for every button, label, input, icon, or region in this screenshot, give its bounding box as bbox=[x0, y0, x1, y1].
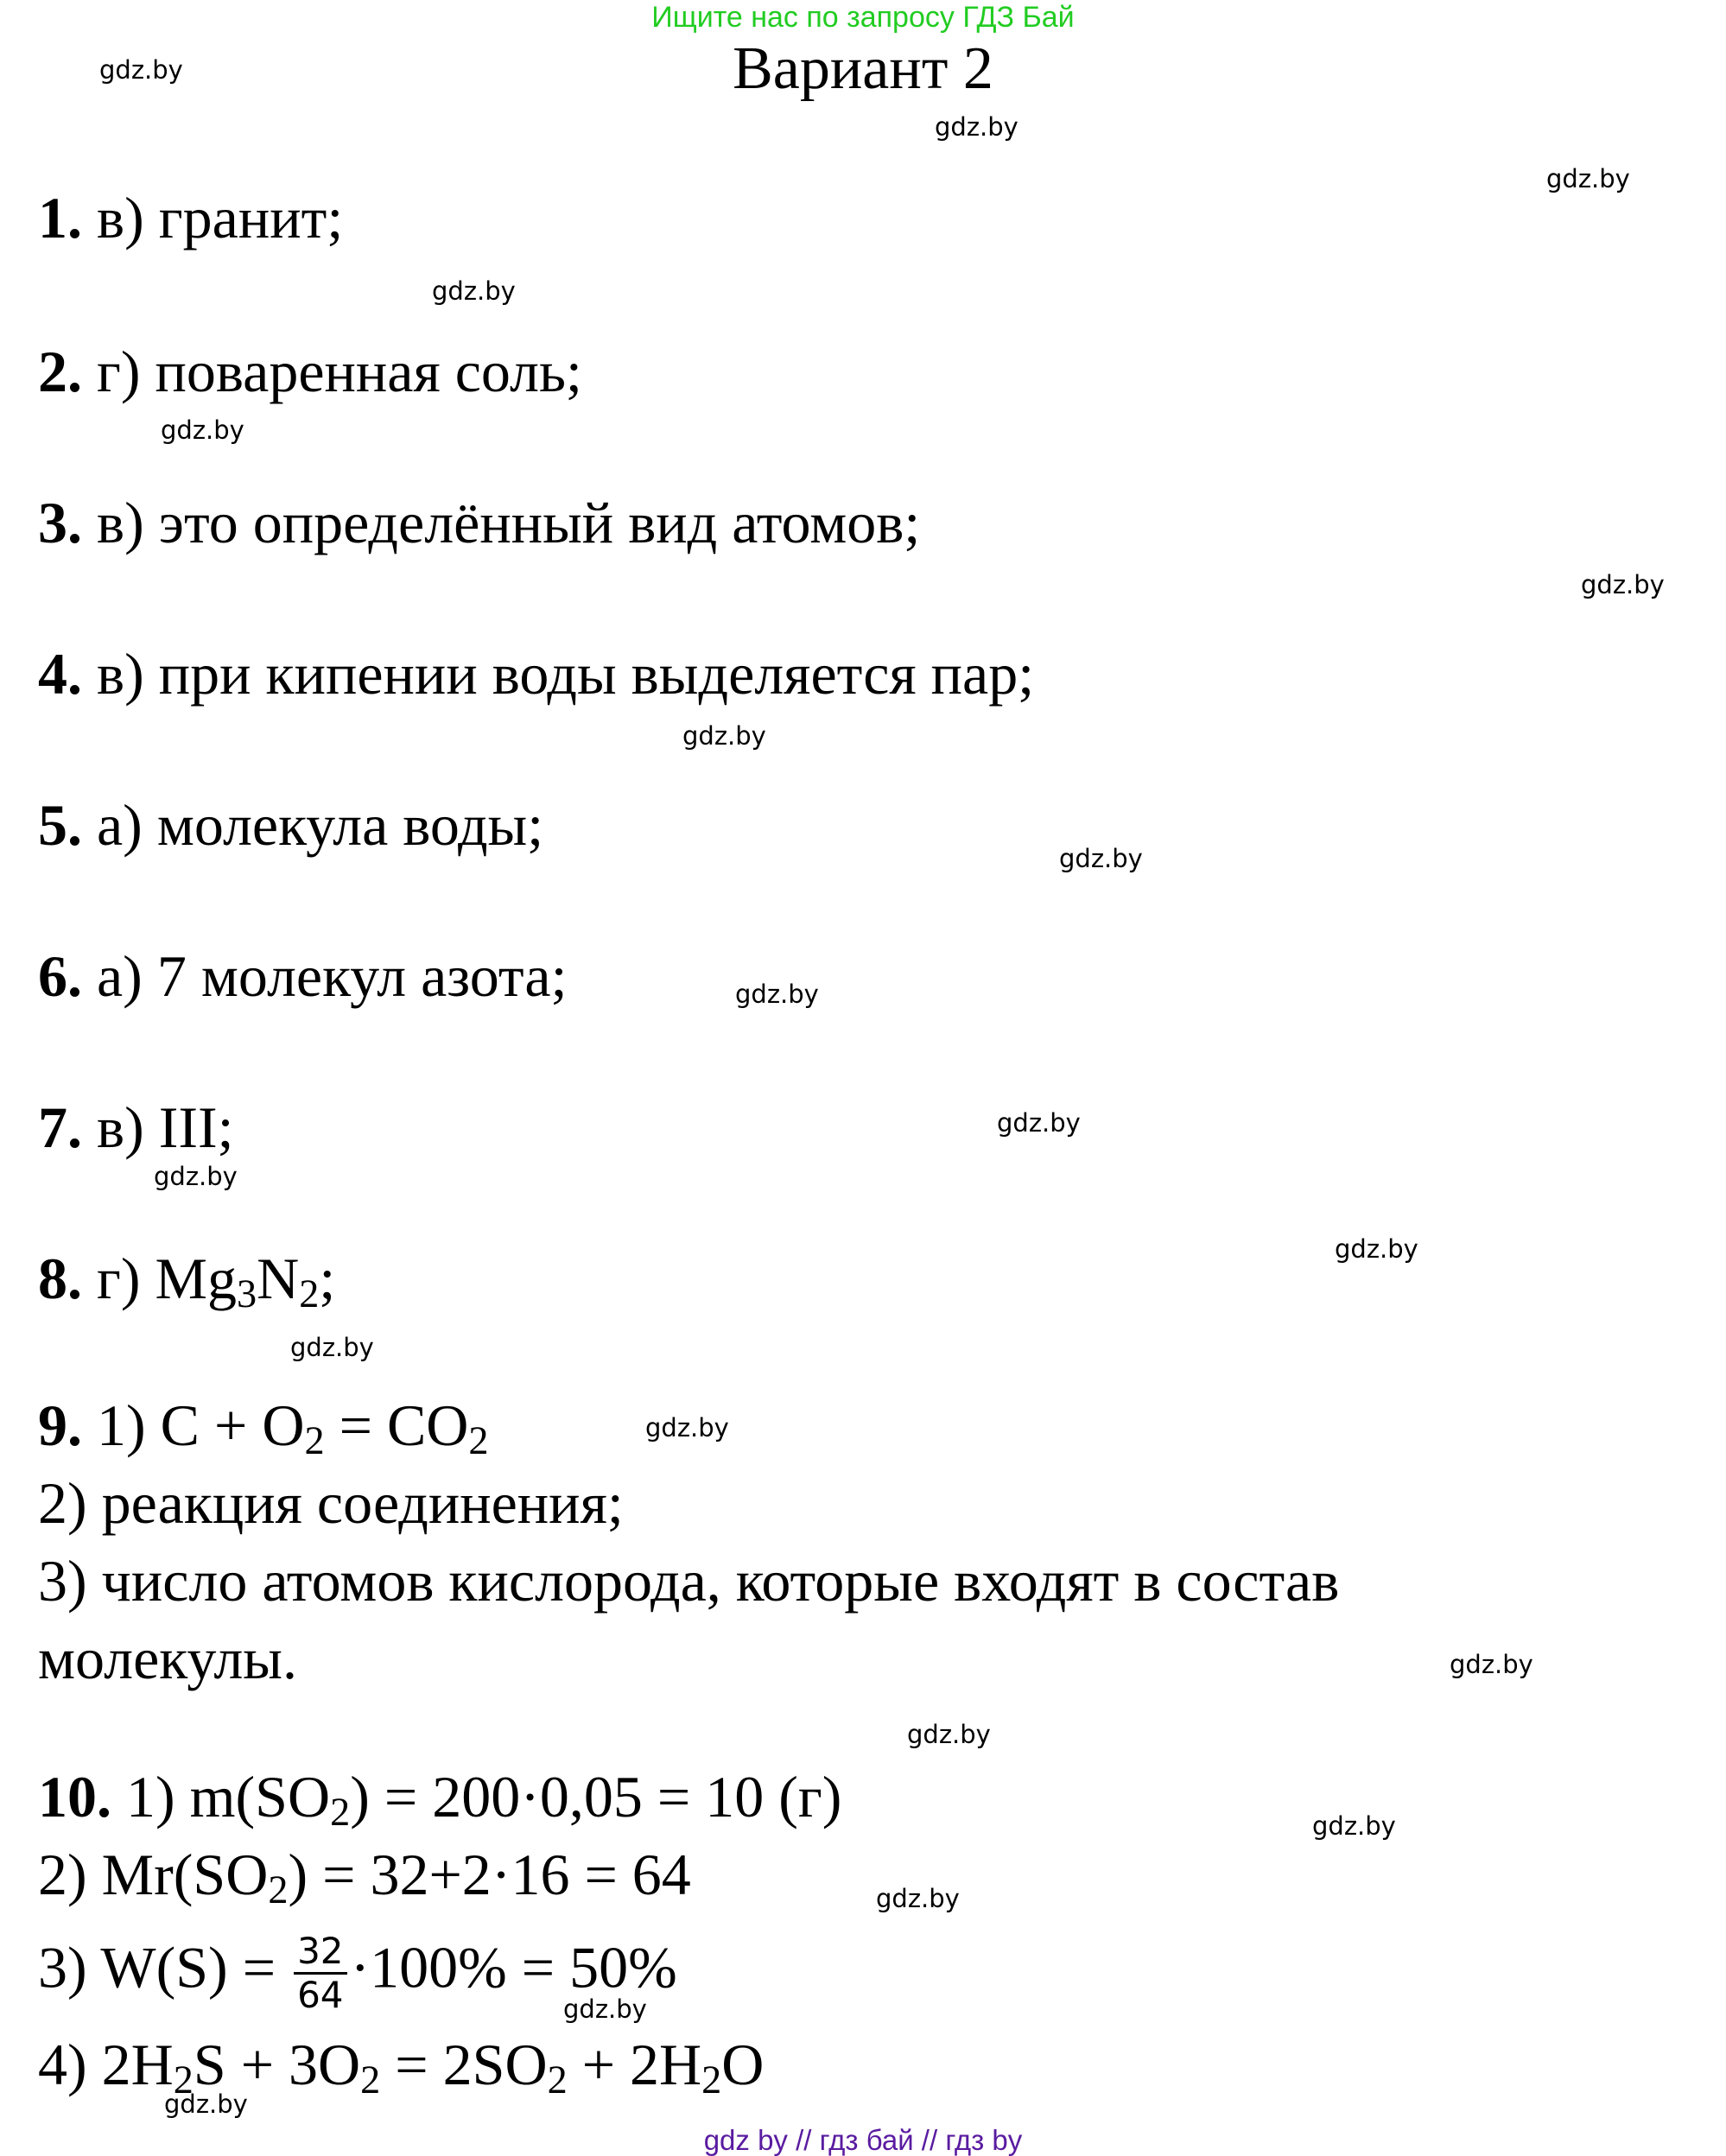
answer-10-line-2 bbox=[38, 1840, 691, 1913]
formula-text: ·100% = 50% bbox=[350, 1934, 677, 2001]
answer-7 bbox=[38, 1093, 234, 1162]
answer-number: 1. bbox=[38, 185, 82, 250]
answer-number: 5. bbox=[38, 792, 82, 858]
answer-4 bbox=[38, 639, 1034, 708]
formula-text: 1) C + O bbox=[82, 1392, 305, 1458]
answer-5 bbox=[38, 790, 543, 859]
watermark: gdz.by bbox=[290, 1333, 374, 1362]
subscript: 2 bbox=[360, 2058, 381, 2103]
watermark: gdz.by bbox=[154, 1162, 238, 1191]
answer-text: в) гранит; bbox=[82, 185, 344, 250]
watermark: gdz.by bbox=[907, 1720, 991, 1749]
subscript: 2 bbox=[701, 2058, 722, 2103]
subscript: 2 bbox=[173, 2058, 194, 2103]
answer-2 bbox=[38, 337, 582, 406]
watermark: gdz.by bbox=[735, 980, 819, 1009]
formula-text: 4) 2H bbox=[38, 2032, 174, 2097]
answer-text: г) поваренная соль; bbox=[82, 339, 582, 404]
fraction bbox=[294, 1931, 346, 2017]
answer-text: в) III; bbox=[82, 1094, 234, 1160]
fraction-numerator: 32 bbox=[294, 1931, 346, 1975]
answer-number: 6. bbox=[38, 943, 82, 1009]
formula-text: N bbox=[257, 1246, 300, 1311]
watermark: gdz.by bbox=[1450, 1650, 1533, 1679]
watermark: gdz.by bbox=[432, 276, 516, 306]
answer-3 bbox=[38, 488, 920, 557]
watermark: gdz.by bbox=[682, 721, 766, 751]
answer-number: 8. bbox=[38, 1246, 82, 1311]
answer-number: 10. bbox=[38, 1764, 111, 1829]
subscript: 3 bbox=[237, 1272, 257, 1317]
answer-10-line-1 bbox=[38, 1762, 842, 1836]
answer-1 bbox=[38, 183, 343, 252]
formula-text: O bbox=[721, 2032, 765, 2097]
formula-text: = 2SO bbox=[380, 2032, 548, 2097]
answer-8 bbox=[38, 1244, 336, 1317]
answer-9-line-1 bbox=[38, 1391, 489, 1464]
formula-text: ; bbox=[319, 1246, 336, 1311]
answer-text: а) 7 молекул азота; bbox=[82, 943, 568, 1009]
answer-10-line-4 bbox=[38, 2030, 765, 2103]
formula-text: ) = 32+2·16 = 64 bbox=[288, 1842, 691, 1907]
watermark: gdz.by bbox=[161, 415, 244, 445]
watermark: gdz.by bbox=[1581, 570, 1665, 599]
answer-9-line-2: 2) реакция соединения; bbox=[38, 1470, 624, 1536]
formula-text: S + 3O bbox=[193, 2032, 361, 2097]
subscript: 2 bbox=[304, 1419, 325, 1464]
answer-number: 9. bbox=[38, 1392, 82, 1458]
fraction-denominator: 64 bbox=[297, 1974, 344, 2017]
answer-number: 4. bbox=[38, 641, 82, 707]
watermark: gdz.by bbox=[876, 1884, 960, 1913]
watermark: gdz.by bbox=[164, 2089, 248, 2119]
answer-text: а) молекула воды; bbox=[82, 792, 544, 858]
formula-text: = CO bbox=[324, 1392, 469, 1458]
formula-text: 1) m(SO bbox=[111, 1764, 331, 1829]
answer-text: в) при кипении воды выделяется пар; bbox=[82, 641, 1035, 707]
formula-text: 2) Mr(SO bbox=[38, 1842, 269, 1907]
answer-9-line-4: молекулы. bbox=[38, 1626, 297, 1691]
subscript: 2 bbox=[268, 1868, 289, 1913]
watermark: gdz.by bbox=[645, 1413, 729, 1443]
subscript: 2 bbox=[330, 1791, 351, 1836]
page-title: Вариант 2 bbox=[733, 35, 993, 102]
watermark: gdz.by bbox=[99, 55, 183, 85]
subscript: 2 bbox=[468, 1419, 489, 1464]
answer-9-line-3: 3) число атомов кислорода, которые входят в состав bbox=[38, 1548, 1340, 1614]
formula-text: + 2H bbox=[567, 2032, 702, 2097]
footer-links: gdz by // гдз бай // гдз by bbox=[703, 2124, 1023, 2156]
formula-text: г) Mg bbox=[82, 1246, 237, 1311]
answer-number: 2. bbox=[38, 339, 82, 404]
subscript: 2 bbox=[547, 2058, 568, 2103]
watermark: gdz.by bbox=[1312, 1811, 1396, 1841]
answer-6 bbox=[38, 942, 567, 1011]
watermark: gdz.by bbox=[1059, 844, 1143, 873]
answer-number: 7. bbox=[38, 1094, 82, 1160]
answer-number: 3. bbox=[38, 490, 82, 555]
formula-text: 3) W(S) = bbox=[38, 1934, 291, 2001]
answer-text: в) это определённый вид атомов; bbox=[82, 490, 921, 555]
watermark: gdz.by bbox=[935, 112, 1018, 142]
watermark: gdz.by bbox=[563, 1994, 647, 2024]
watermark: gdz.by bbox=[997, 1108, 1081, 1138]
formula-text: ) = 200·0,05 = 10 (г) bbox=[350, 1764, 842, 1829]
watermark: gdz.by bbox=[1335, 1234, 1418, 1264]
subscript: 2 bbox=[299, 1272, 320, 1317]
top-banner: Ищите нас по запросу ГДЗ Бай bbox=[651, 1, 1075, 34]
watermark: gdz.by bbox=[1546, 164, 1630, 193]
